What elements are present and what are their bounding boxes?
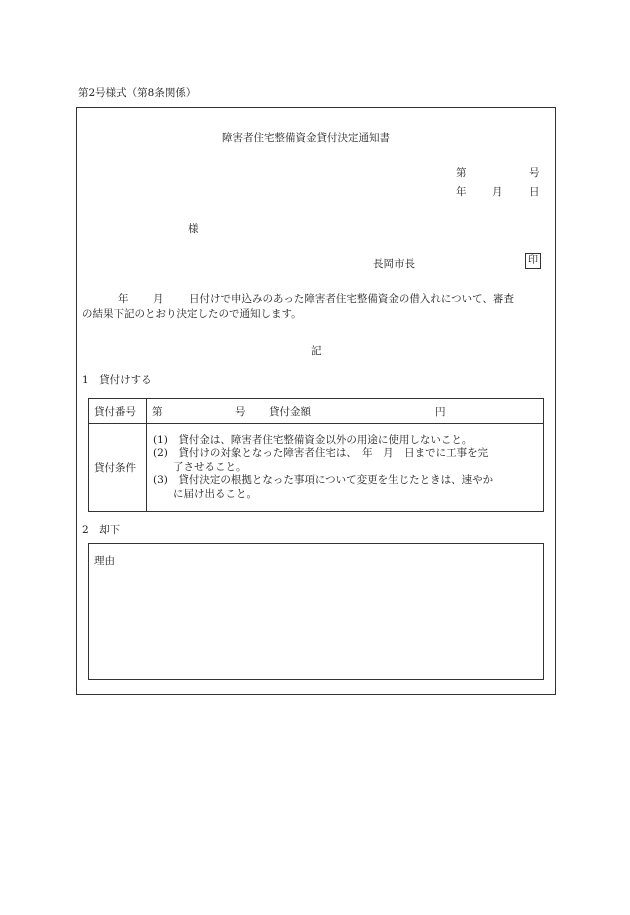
condition-item: (1) 貸付金は、障害者住宅整備資金以外の用途に使用しないこと。 <box>153 433 473 446</box>
loan-number-row <box>89 399 544 424</box>
body-text-line2: の結果下記のとおり決定したので通知します。 <box>82 308 302 320</box>
body-year: 年 <box>118 293 129 305</box>
loan-number-prefix: 第 <box>152 406 163 418</box>
loan-conditions-label: 貸付条件 <box>89 424 147 512</box>
issuer-name: 長岡市長 <box>373 258 415 270</box>
number-prefix: 第 <box>456 167 467 179</box>
loan-number-label: 貸付番号 <box>89 399 147 424</box>
body-month: 月 <box>153 293 164 305</box>
date-day: 日 <box>529 186 540 198</box>
ki-heading: 記 <box>311 345 322 357</box>
body-text-line1: 日付けで申込みのあった障害者住宅整備資金の借入れについて、審査 <box>189 293 514 305</box>
condition-item: (3) 貸付決定の根拠となった事項について変更を生じたときは、速やか <box>153 474 494 487</box>
loan-amount-unit: 円 <box>435 406 446 418</box>
loan-amount-label: 貸付金額 <box>269 406 311 418</box>
condition-item: (2) 貸付けの対象となった障害者住宅は、 年 月 日までに工事を完 <box>153 447 489 460</box>
seal-mark: 印 <box>525 253 541 269</box>
loan-number-suffix: 号 <box>235 406 246 418</box>
form-number-label: 第2号様式（第8条関係） <box>78 87 197 99</box>
loan-table <box>88 398 544 512</box>
addressee-suffix: 様 <box>188 223 199 235</box>
number-suffix: 号 <box>529 167 540 179</box>
section-reject-heading: 2 却下 <box>82 524 121 536</box>
condition-item-continuation: に届け出ること。 <box>173 487 257 500</box>
loan-conditions-list <box>147 424 544 512</box>
date-month: 月 <box>492 186 503 198</box>
loan-number-cell <box>147 399 544 424</box>
loan-conditions-row <box>89 424 544 512</box>
date-year: 年 <box>456 186 467 198</box>
reason-box <box>88 543 544 680</box>
condition-item-continuation: 了させること。 <box>173 460 247 473</box>
reason-label: 理由 <box>94 555 115 567</box>
document-title: 障害者住宅整備資金貸付決定通知書 <box>222 132 390 144</box>
section-loan-heading: 1 貸付けする <box>82 374 152 386</box>
